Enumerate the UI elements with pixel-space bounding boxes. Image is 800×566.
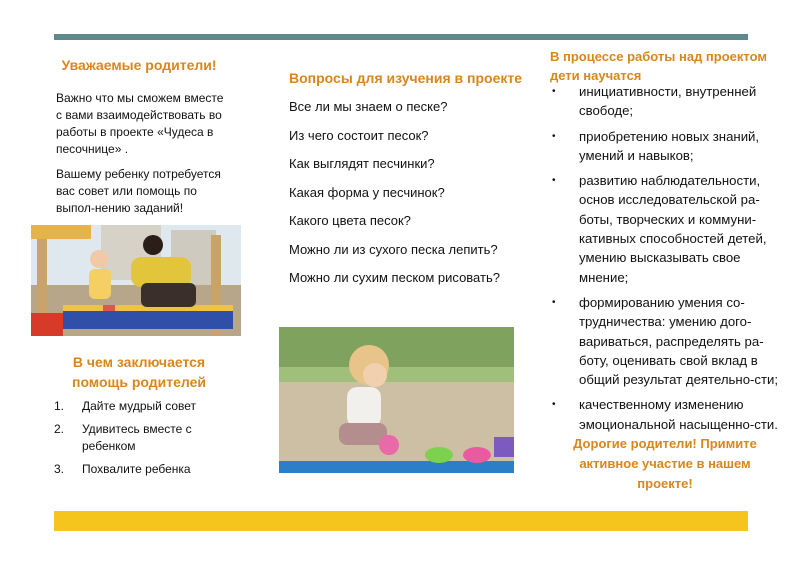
mother-child-sandbox-photo	[31, 225, 241, 336]
intro-paragraph: Важно что мы сможем вместе с вами взаимодействовать во работы в проекте «Чудеса в песочнице» .	[56, 91, 224, 156]
list-text: Похвалите ребенка	[82, 462, 191, 476]
list-text: качественному изменению эмоциональной насыщенно-сти.	[579, 397, 778, 432]
list-text: приобретению новых знаний, умений и навыков;	[579, 128, 760, 163]
closing-appeal: Дорогие родители! Примите активное участие в нашем проекте!	[573, 436, 757, 491]
list-text: инициативности, внутренней свободе;	[579, 84, 757, 119]
help-list	[54, 398, 229, 484]
parents-greeting-title: Уважаемые родители!	[61, 57, 217, 73]
benefits-list	[552, 82, 788, 440]
list-item	[552, 82, 788, 121]
bullet-icon: •	[552, 296, 556, 308]
question-item: Можно ли из сухого песка лепить?	[289, 241, 498, 257]
question-item: Все ли мы знаем о песке?	[289, 99, 448, 114]
list-text: Дайте мудрый совет	[82, 399, 197, 413]
bullet-icon: •	[552, 399, 556, 411]
question-item: Как выглядят песчинки?	[289, 156, 435, 171]
list-item	[552, 171, 788, 287]
children-will-learn-title: В процессе работы над проектом дети научатся	[550, 49, 767, 83]
question-item: Можно ли сухим песком рисовать?	[289, 270, 500, 285]
list-item	[552, 127, 788, 166]
bottom-accent-bar	[54, 511, 748, 531]
list-text: формированию умения со-трудничества: умению дого-вариваться, распределять ра-боту, оценивать свой вклад в общий результат деятельно-сти;	[579, 294, 779, 388]
list-item	[54, 421, 229, 455]
list-number: 3.	[54, 462, 65, 476]
list-item	[552, 395, 788, 434]
list-number: 2.	[54, 422, 65, 436]
bullet-icon: •	[552, 86, 556, 97]
bullet-icon: •	[552, 130, 556, 142]
bullet-icon: •	[552, 175, 556, 187]
top-divider-bar	[54, 34, 748, 40]
list-text: Удивитесь вместе с ребенком	[82, 422, 192, 453]
questions-list	[289, 97, 500, 297]
list-item	[54, 461, 229, 478]
child-playing-sand-photo	[279, 327, 514, 473]
question-item: Из чего состоит песок?	[289, 127, 429, 143]
list-item	[54, 398, 229, 415]
project-questions-title: Вопросы для изучения в проекте	[289, 70, 523, 86]
help-needed-paragraph: Вашему ребенку потребуется вас совет или помощь по выпол-нению заданий!	[56, 167, 221, 215]
list-text: развитию наблюдательности, основ исследовательской ра-боты, творческих и коммуни-кативных способностей детей, умению высказывать свое мнение;	[579, 173, 767, 285]
list-item	[552, 293, 788, 389]
question-item: Какая форма у песчинок?	[289, 184, 445, 200]
parents-help-title: В чем заключается помощь родителей	[71, 354, 206, 390]
question-item: Какого цвета песок?	[289, 213, 411, 228]
list-number: 1.	[54, 399, 65, 413]
